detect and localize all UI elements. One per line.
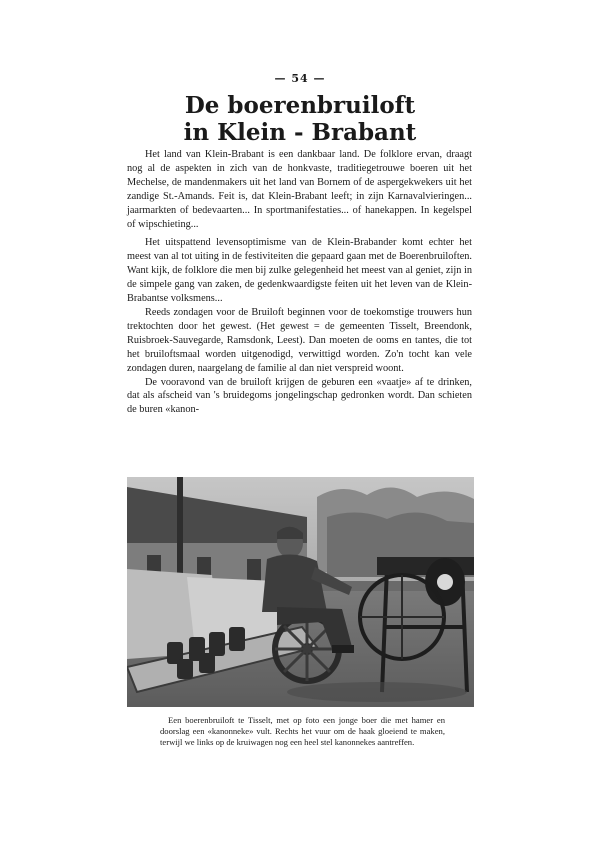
paragraph-1: Het land van Klein-Brabant is een dankbaar land. De folklore ervan, draagt nog al de aspekten in zich van de honkvaste, traditiegetrouwe boeren uit het Mechelse, de mandenmakers uit het land van Bornem of de aspergekwekers uit het zandige St.-Amands. Feit is, dat Klein-Brabant leeft; in zijn Karnavalvieringen... jaarmarkten of bedevaarten... In sportmanifestaties... of hanekappen. In kegelspel of wipschieting... xyxy=(127,149,472,230)
photo-farmer-filling-kanonneke xyxy=(127,477,474,707)
title-line-1: De boerenbruiloft xyxy=(184,92,416,119)
page-number: — 54 — xyxy=(274,72,326,85)
caption-text: Een boerenbruiloft te Tisselt, met op foto een jonge boer die met hamer en doorslag een «kanonneke» vult. Rechts het vuur om de haak gloeiend te maken, terwijl we links op de kruiwagen nog een heel stel kanonnekes aantreffen. xyxy=(160,715,445,748)
article-title xyxy=(0,92,600,146)
paragraph-2: Het uitspattend levensoptimisme van de Klein-Brabander komt echter het meest van al tot uiting in de festiviteiten die gepaard gaan met de Boerenbruiloften. Want kijk, de folklore die men bij zulke gelegenheid het meest van al geniet, zijn in de simpele gang van zaken, de gedenkwaardigste feiten uit het leven van de Klein-Brabantse volksmens... xyxy=(127,237,472,305)
article-body xyxy=(127,148,472,417)
title-line-2: in Klein - Brabant xyxy=(183,119,417,146)
photo-caption xyxy=(160,715,445,749)
photo-illustration xyxy=(127,477,474,707)
paragraph-3: Reeds zondagen voor de Bruiloft beginnen voor de toekomstige trouwers hun trektochten door het gewest. (Het gewest = de gemeenten Tisselt, Breendonk, Ruisbroek-Sauvegarde, Ramsdonk, Leest). Dan moeten de ooms en tantes, die tot het bruiloftsmaal worden uitgenodigd, verwittigd worden. Zo'n tocht kan vele zondagen duren, naargelang de familie al dan niet verspreid woont. xyxy=(127,306,472,374)
paragraph-4: De vooravond van de bruiloft krijgen de geburen een «vaatje» af te drinken, dat als afscheid van 's bruidegoms jongelingschap gedronken wordt. Dan schieten de buren «kanon- xyxy=(127,376,472,416)
